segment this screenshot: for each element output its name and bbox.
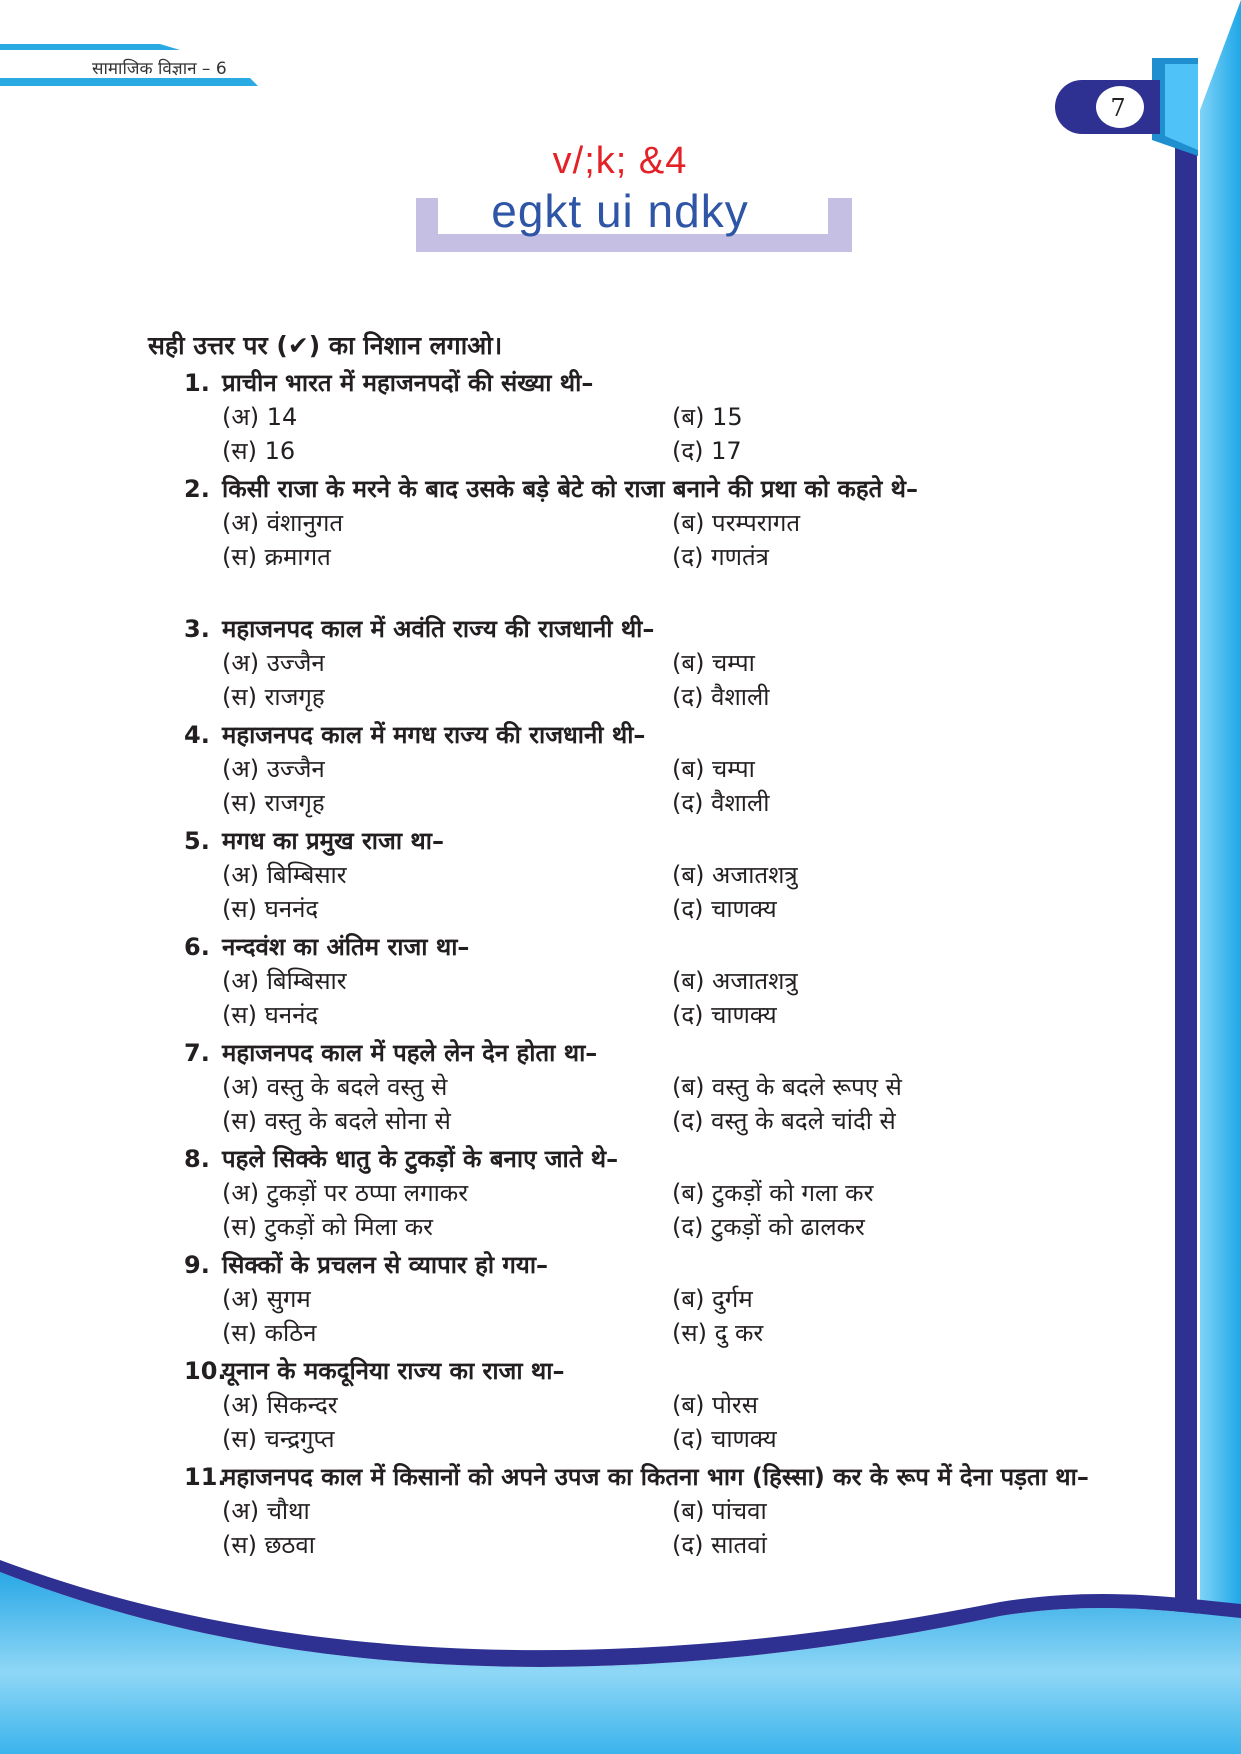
option-d[interactable]: (द) चाणक्य	[672, 1001, 777, 1029]
check-mark-icon: ✔	[287, 331, 309, 360]
option-d[interactable]: (द) वस्तु के बदले चांदी से	[672, 1107, 896, 1135]
option-a[interactable]: (अ) वस्तु के बदले वस्तु से	[222, 1073, 448, 1101]
question-text	[184, 1248, 1124, 1282]
instruction-text-after: ) का निशान लगाओ।	[308, 331, 503, 360]
question-label: महाजनपद काल में किसानों को अपने उपज का कितना भाग (हिस्सा) कर के रूप में देना पड़ता था–	[222, 1463, 1089, 1491]
question-5	[184, 824, 1124, 926]
question-label: महाजनपद काल में अवंति राज्य की राजधानी थी–	[222, 615, 655, 643]
question-label: मगध का प्रमुख राजा था–	[222, 827, 444, 855]
option-b[interactable]: (ब) चम्पा	[672, 755, 755, 783]
question-number: 11.	[184, 1463, 227, 1491]
question-text	[184, 1460, 1124, 1494]
question-9	[184, 1248, 1124, 1350]
option-a[interactable]: (अ) चौथा	[222, 1497, 310, 1525]
question-text	[184, 612, 1124, 646]
question-4	[184, 718, 1124, 820]
option-a[interactable]: (अ) बिम्बिसार	[222, 967, 347, 995]
question-text	[184, 1142, 1124, 1176]
question-label: किसी राजा के मरने के बाद उसके बड़े बेटे को राजा बनाने की प्रथा को कहते थे–	[222, 475, 918, 503]
option-b[interactable]: (ब) वस्तु के बदले रूपए से	[672, 1073, 902, 1101]
question-2	[184, 472, 1124, 574]
option-d[interactable]: (द) टुकड़ों को ढालकर	[672, 1213, 865, 1241]
option-c[interactable]: (स) छठवा	[222, 1531, 315, 1559]
option-b[interactable]: (ब) टुकड़ों को गला कर	[672, 1179, 874, 1207]
option-c[interactable]: (स) वस्तु के बदले सोना से	[222, 1107, 451, 1135]
question-number: 6.	[184, 933, 210, 961]
question-label: सिक्कों के प्रचलन से व्यापार हो गया–	[222, 1251, 549, 1279]
instruction	[148, 328, 502, 362]
option-c[interactable]: (स) 16	[222, 437, 296, 465]
question-number: 10.	[184, 1357, 227, 1385]
question-number: 2.	[184, 475, 210, 503]
chapter-number: v/;k; &4	[552, 140, 688, 182]
question-text	[184, 1036, 1124, 1070]
option-b[interactable]: (ब) चम्पा	[672, 649, 755, 677]
option-b[interactable]: (ब) अजातशत्रु	[672, 967, 798, 995]
question-number: 9.	[184, 1251, 210, 1279]
option-c[interactable]: (स) चन्द्रगुप्त	[222, 1425, 335, 1453]
option-a[interactable]: (अ) उज्जैन	[222, 755, 325, 783]
question-label: महाजनपद काल में पहले लेन देन होता था–	[222, 1039, 598, 1067]
option-d[interactable]: (द) चाणक्य	[672, 895, 777, 923]
question-7	[184, 1036, 1124, 1138]
question-text	[184, 930, 1124, 964]
option-a[interactable]: (अ) सुगम	[222, 1285, 311, 1313]
option-c[interactable]: (स) क्रमागत	[222, 543, 331, 571]
question-label: नन्दवंश का अंतिम राजा था–	[222, 933, 470, 961]
option-b[interactable]: (ब) दुर्गम	[672, 1285, 753, 1313]
question-text	[184, 472, 1124, 506]
option-a[interactable]: (अ) बिम्बिसार	[222, 861, 347, 889]
question-number: 8.	[184, 1145, 210, 1173]
question-8	[184, 1142, 1124, 1244]
option-a[interactable]: (अ) वंशानुगत	[222, 509, 344, 537]
option-d[interactable]: (द) गणतंत्र	[672, 543, 769, 571]
question-11	[184, 1460, 1124, 1562]
question-text	[184, 718, 1124, 752]
option-d[interactable]: (द) चाणक्य	[672, 1425, 777, 1453]
question-number: 3.	[184, 615, 210, 643]
option-b[interactable]: (ब) परम्परागत	[672, 509, 801, 537]
option-b[interactable]: (ब) अजातशत्रु	[672, 861, 798, 889]
subject-header: सामाजिक विज्ञान – 6	[92, 59, 227, 79]
question-text	[184, 1354, 1124, 1388]
option-c[interactable]: (स) टुकड़ों को मिला कर	[222, 1213, 434, 1241]
option-c[interactable]: (स) राजगृह	[222, 683, 325, 711]
instruction-text-before: सही उत्तर पर (	[148, 331, 288, 360]
question-label: प्राचीन भारत में महाजनपदों की संख्या थी–	[222, 369, 594, 397]
option-d[interactable]: (स) दु कर	[672, 1319, 764, 1347]
option-d[interactable]: (द) वैशाली	[672, 683, 770, 711]
option-b[interactable]: (ब) 15	[672, 403, 743, 431]
option-a[interactable]: (अ) टुकड़ों पर ठप्पा लगाकर	[222, 1179, 469, 1207]
question-3	[184, 612, 1124, 714]
option-a[interactable]: (अ) 14	[222, 403, 298, 431]
page-number: 7	[1110, 94, 1126, 122]
question-label: यूनान के मकदूनिया राज्य का राजा था–	[222, 1357, 565, 1385]
option-d[interactable]: (द) वैशाली	[672, 789, 770, 817]
option-c[interactable]: (स) घननंद	[222, 1001, 319, 1029]
question-number: 1.	[184, 369, 210, 397]
question-10	[184, 1354, 1124, 1456]
option-d[interactable]: (द) 17	[672, 437, 742, 465]
question-number: 4.	[184, 721, 210, 749]
option-b[interactable]: (ब) पोरस	[672, 1391, 758, 1419]
question-label: पहले सिक्के धातु के टुकड़ों के बनाए जाते थे–	[222, 1145, 619, 1173]
chapter-title: egkt ui ndky	[491, 185, 749, 237]
question-text	[184, 824, 1124, 858]
question-text	[184, 366, 1124, 400]
option-a[interactable]: (अ) उज्जैन	[222, 649, 325, 677]
option-d[interactable]: (द) सातवां	[672, 1531, 767, 1559]
question-6	[184, 930, 1124, 1032]
question-number: 5.	[184, 827, 210, 855]
question-label: महाजनपद काल में मगध राज्य की राजधानी थी–	[222, 721, 646, 749]
option-c[interactable]: (स) घननंद	[222, 895, 319, 923]
question-number: 7.	[184, 1039, 210, 1067]
option-b[interactable]: (ब) पांचवा	[672, 1497, 767, 1525]
question-1	[184, 366, 1124, 468]
option-a[interactable]: (अ) सिकन्दर	[222, 1391, 338, 1419]
option-c[interactable]: (स) कठिन	[222, 1319, 317, 1347]
option-c[interactable]: (स) राजगृह	[222, 789, 325, 817]
